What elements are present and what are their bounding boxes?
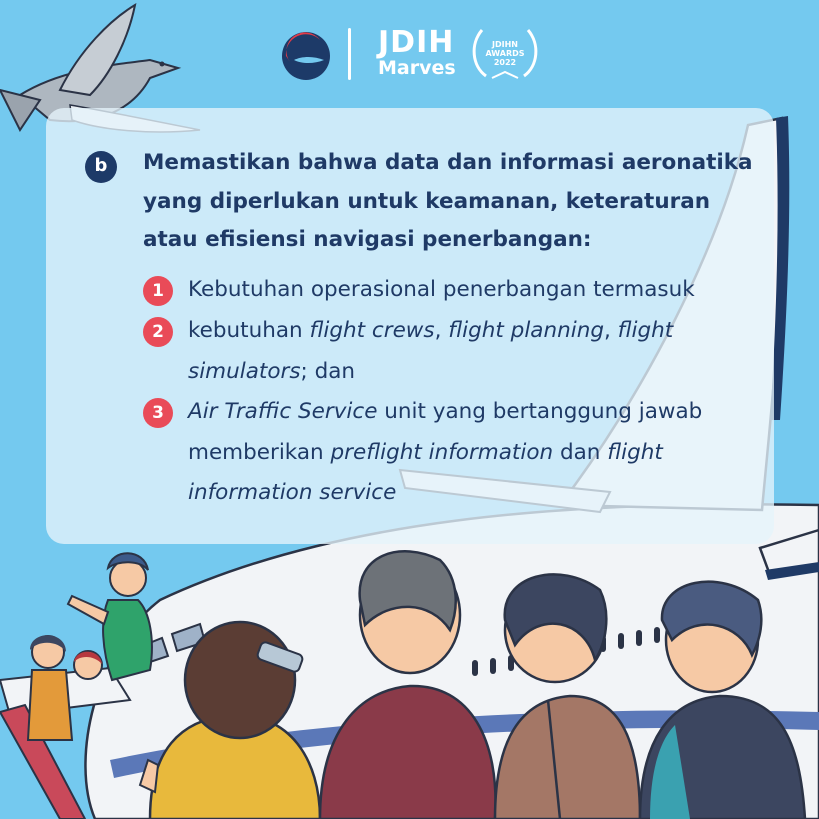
- list-item: kebutuhan flight crews, flight planning, flight simulators; dan: [188, 318, 674, 384]
- header: [278, 22, 548, 84]
- brand-bottom-text: Marves: [378, 57, 456, 79]
- kemenko-marves-logo: [280, 30, 332, 82]
- section-heading: Memastikan bahwa data dan informasi aeronatika yang diperlukan untuk keamanan, keteraturan atau efisiensi navigasi penerbangan:: [143, 150, 753, 252]
- item-number-badge: 3: [143, 398, 173, 428]
- award-badge: [468, 26, 542, 82]
- list-item: Kebutuhan operasional penerbangan termasuk: [188, 277, 695, 302]
- header-divider: [348, 28, 351, 80]
- item-number-badge: 1: [143, 276, 173, 306]
- item-number-badge: 2: [143, 317, 173, 347]
- brand-top-text: JDIH: [378, 25, 455, 60]
- award-text: JDIHN AWARDS 2022: [485, 40, 525, 68]
- jdih-marves-logo: [378, 25, 456, 79]
- list-item: Air Traffic Service unit yang bertanggung jawab memberikan preflight information dan flight information service: [188, 399, 703, 505]
- section-letter-badge: b: [85, 151, 117, 183]
